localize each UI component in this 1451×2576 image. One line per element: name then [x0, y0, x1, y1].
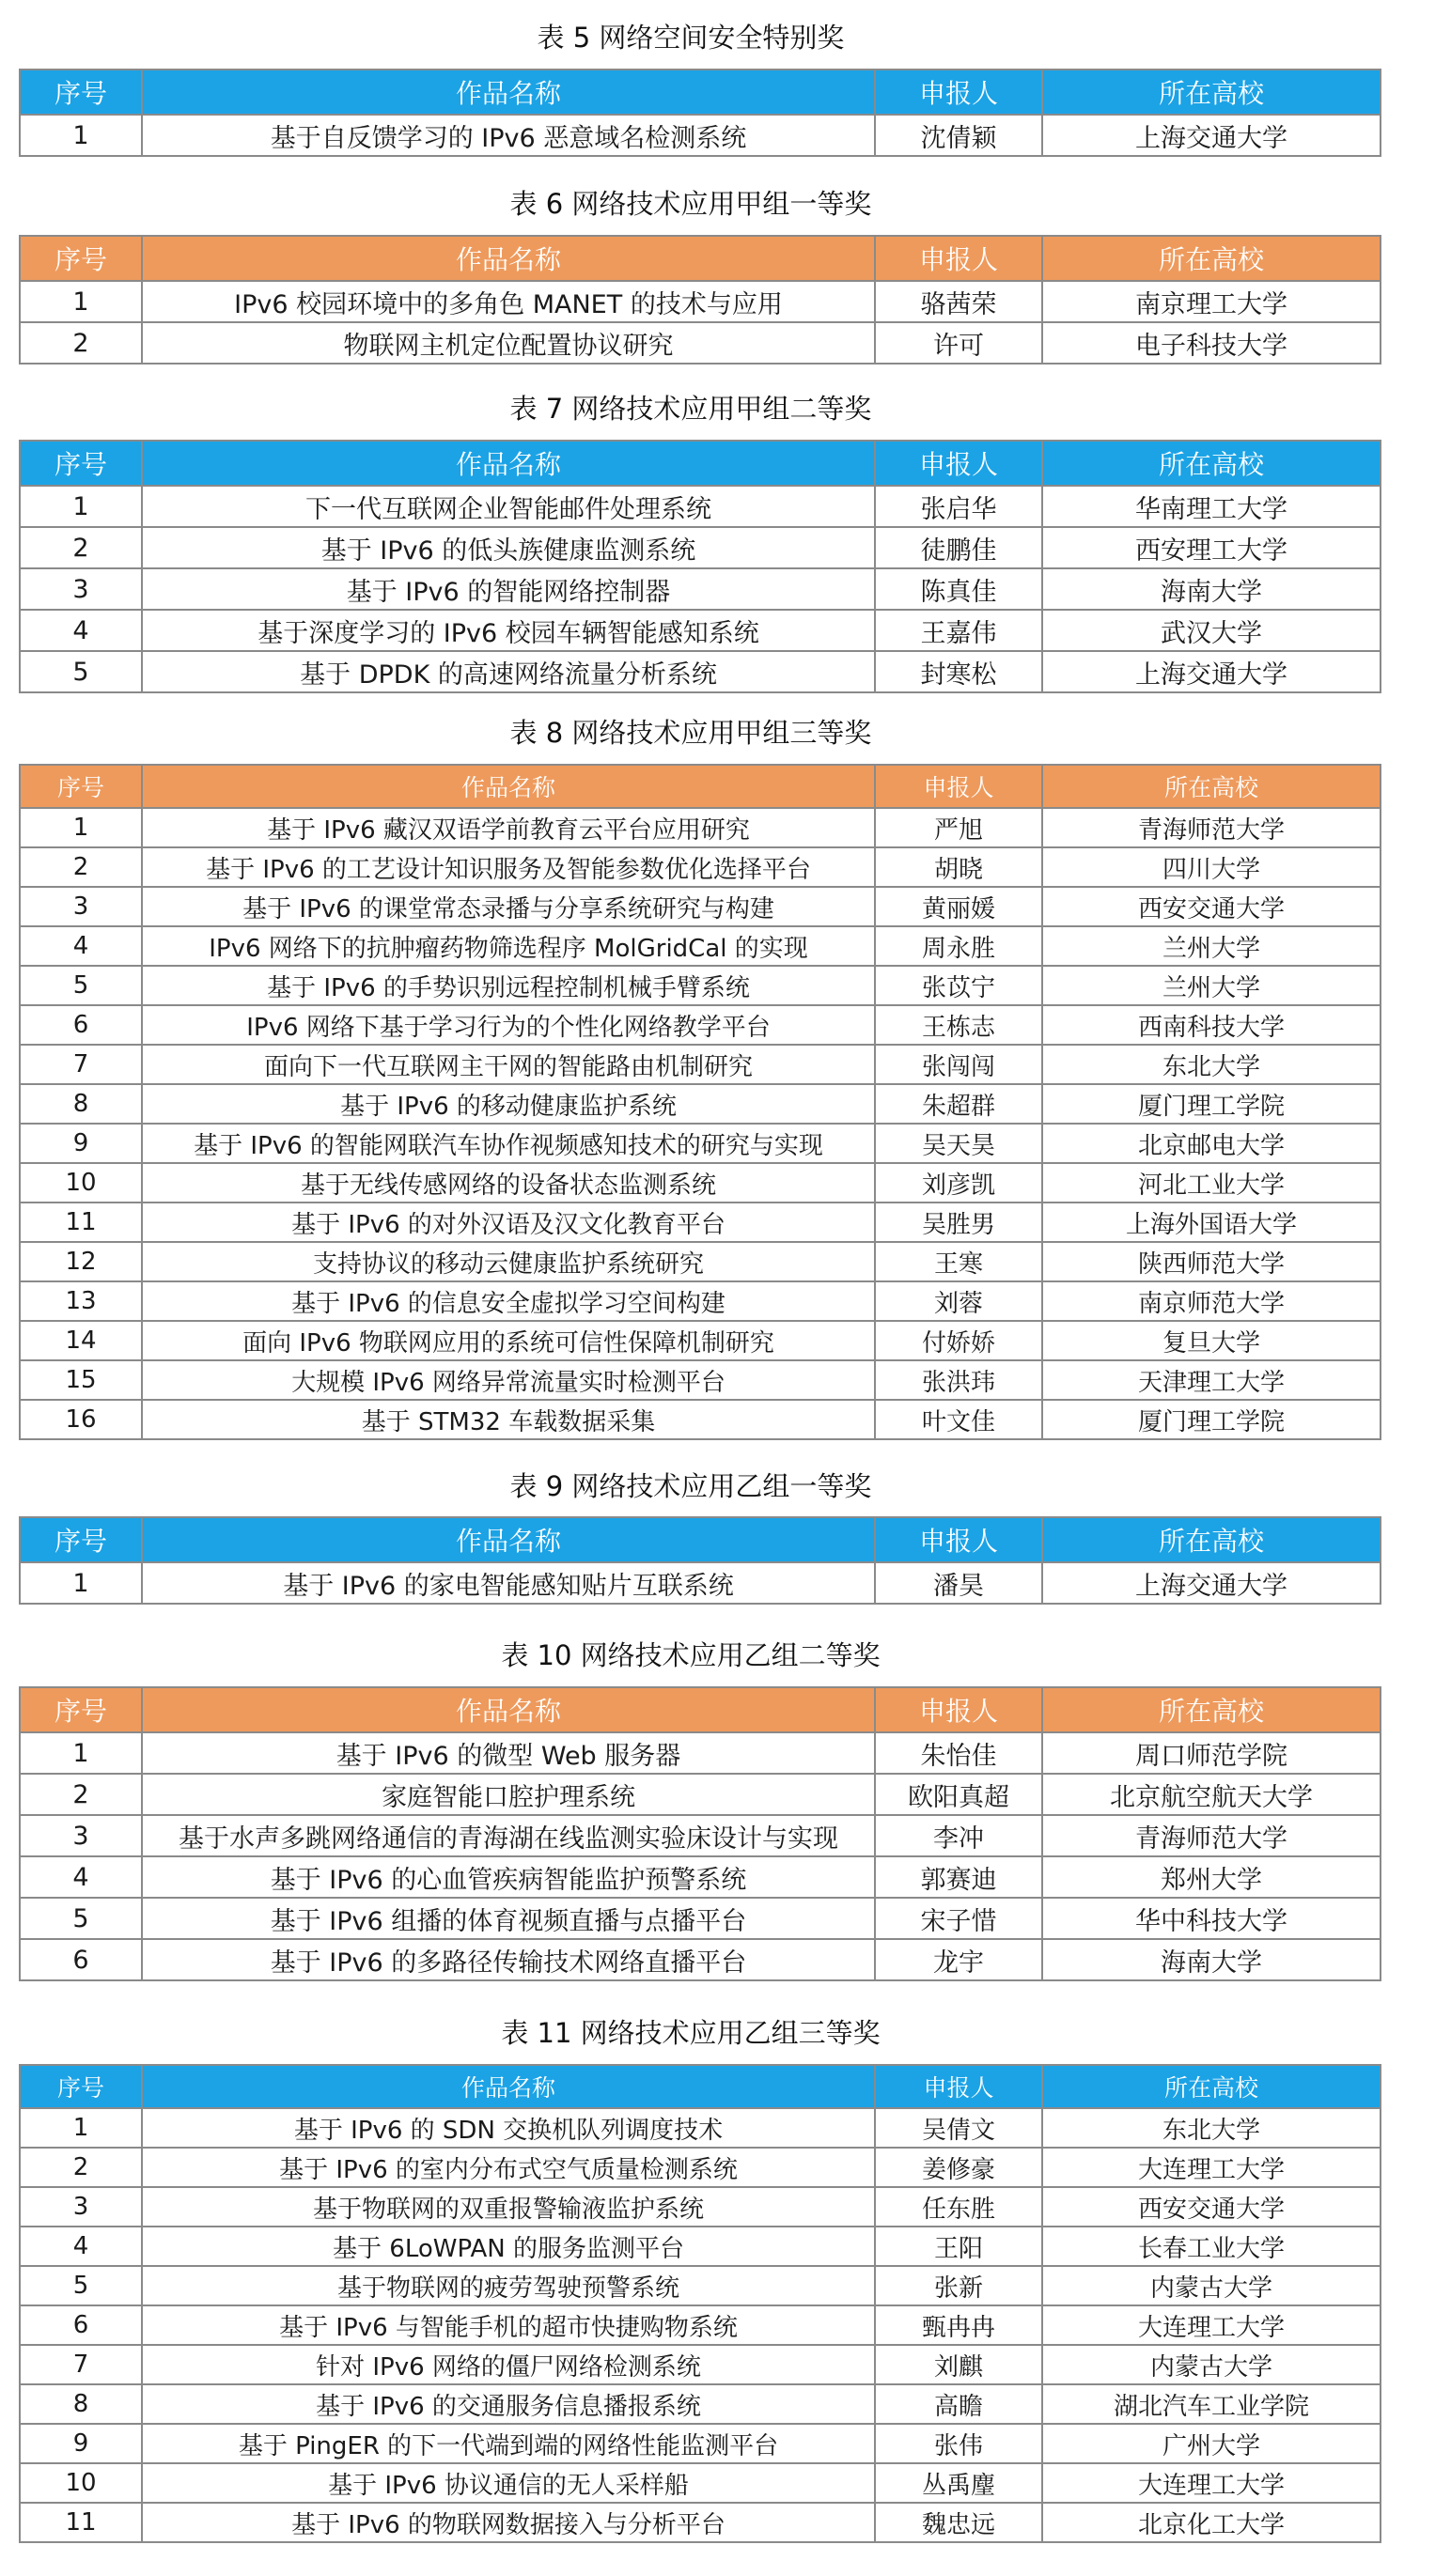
- table-row: [20, 887, 1381, 926]
- row-number: 2: [20, 1774, 142, 1815]
- applicant-name: 龙宇: [875, 1939, 1042, 1980]
- col-header-school: 所在高校: [1042, 70, 1381, 115]
- school-name: 东北大学: [1042, 2108, 1381, 2148]
- school-name: 南京理工大学: [1042, 281, 1381, 322]
- school-name: 河北工业大学: [1042, 1163, 1381, 1203]
- work-title: 基于 IPv6 的对外汉语及汉文化教育平台: [142, 1203, 875, 1242]
- applicant-name: 张伟: [875, 2424, 1042, 2463]
- table-10: [19, 1686, 1381, 1981]
- table-row: [20, 808, 1381, 847]
- table-header-row: [20, 1517, 1381, 1562]
- row-number: 2: [20, 527, 142, 568]
- table-row: [20, 2187, 1381, 2227]
- row-number: 11: [20, 2503, 142, 2542]
- row-number: 1: [20, 808, 142, 847]
- applicant-name: 潘昊: [875, 1562, 1042, 1604]
- school-name: 厦门理工学院: [1042, 1084, 1381, 1124]
- applicant-name: 王栋志: [875, 1005, 1042, 1045]
- school-name: 上海交通大学: [1042, 1562, 1381, 1604]
- table-row: [20, 281, 1381, 322]
- row-number: 3: [20, 568, 142, 610]
- table-6: [19, 235, 1381, 365]
- col-header-school: 所在高校: [1042, 2065, 1381, 2108]
- table-row: [20, 2148, 1381, 2187]
- work-title: 基于物联网的双重报警输液监护系统: [142, 2187, 875, 2227]
- school-name: 四川大学: [1042, 847, 1381, 887]
- table-10-caption: 表 10 网络技术应用乙组二等奖: [501, 1639, 881, 1671]
- table-row: [20, 1732, 1381, 1774]
- col-header-no: 序号: [20, 2065, 142, 2108]
- table-row: [20, 1774, 1381, 1815]
- row-number: 10: [20, 1163, 142, 1203]
- school-name: 北京化工大学: [1042, 2503, 1381, 2542]
- work-title: 基于 PingER 的下一代端到端的网络性能监测平台: [142, 2424, 875, 2463]
- work-title: 基于 IPv6 的信息安全虚拟学习空间构建: [142, 1281, 875, 1321]
- row-number: 8: [20, 2384, 142, 2424]
- table-7: [19, 440, 1381, 693]
- school-name: 北京航空航天大学: [1042, 1774, 1381, 1815]
- work-title: 基于无线传感网络的设备状态监测系统: [142, 1163, 875, 1203]
- applicant-name: 严旭: [875, 808, 1042, 847]
- table-8: [19, 764, 1381, 1440]
- school-name: 大连理工大学: [1042, 2305, 1381, 2345]
- applicant-name: 封寒松: [875, 651, 1042, 692]
- school-name: 北京邮电大学: [1042, 1124, 1381, 1163]
- table-row: [20, 1281, 1381, 1321]
- table-row: [20, 2345, 1381, 2384]
- row-number: 6: [20, 1939, 142, 1980]
- col-header-applicant: 申报人: [875, 1517, 1042, 1562]
- applicant-name: 刘彦凯: [875, 1163, 1042, 1203]
- applicant-name: 丛禹麈: [875, 2463, 1042, 2503]
- col-header-title: 作品名称: [142, 2065, 875, 2108]
- table-row: [20, 1898, 1381, 1939]
- col-header-title: 作品名称: [142, 1687, 875, 1732]
- table-header-row: [20, 236, 1381, 281]
- work-title: 基于 IPv6 的低头族健康监测系统: [142, 527, 875, 568]
- school-name: 复旦大学: [1042, 1321, 1381, 1360]
- col-header-school: 所在高校: [1042, 1687, 1381, 1732]
- table-row: [20, 1360, 1381, 1400]
- row-number: 12: [20, 1242, 142, 1281]
- applicant-name: 叶文佳: [875, 1400, 1042, 1439]
- work-title: 基于物联网的疲劳驾驶预警系统: [142, 2266, 875, 2305]
- table-7-caption: 表 7 网络技术应用甲组二等奖: [509, 393, 872, 425]
- work-title: 基于 6LoWPAN 的服务监测平台: [142, 2227, 875, 2266]
- table-11: [19, 2064, 1381, 2543]
- applicant-name: 黄丽媛: [875, 887, 1042, 926]
- applicant-name: 宋子惜: [875, 1898, 1042, 1939]
- work-title: 下一代互联网企业智能邮件处理系统: [142, 486, 875, 527]
- row-number: 8: [20, 1084, 142, 1124]
- applicant-name: 郭赛迪: [875, 1856, 1042, 1898]
- row-number: 1: [20, 281, 142, 322]
- school-name: 湖北汽车工业学院: [1042, 2384, 1381, 2424]
- row-number: 10: [20, 2463, 142, 2503]
- school-name: 西安理工大学: [1042, 527, 1381, 568]
- school-name: 东北大学: [1042, 1045, 1381, 1084]
- school-name: 厦门理工学院: [1042, 1400, 1381, 1439]
- school-name: 大连理工大学: [1042, 2463, 1381, 2503]
- work-title: 基于 IPv6 组播的体育视频直播与点播平台: [142, 1898, 875, 1939]
- col-header-no: 序号: [20, 1517, 142, 1562]
- table-row: [20, 847, 1381, 887]
- work-title: 支持协议的移动云健康监护系统研究: [142, 1242, 875, 1281]
- col-header-no: 序号: [20, 70, 142, 115]
- col-header-school: 所在高校: [1042, 765, 1381, 808]
- school-name: 上海交通大学: [1042, 115, 1381, 156]
- school-name: 兰州大学: [1042, 926, 1381, 966]
- work-title: 基于 IPv6 的微型 Web 服务器: [142, 1732, 875, 1774]
- row-number: 4: [20, 1856, 142, 1898]
- school-name: 海南大学: [1042, 568, 1381, 610]
- applicant-name: 付娇娇: [875, 1321, 1042, 1360]
- table-header-row: [20, 441, 1381, 486]
- row-number: 3: [20, 2187, 142, 2227]
- table-row: [20, 2108, 1381, 2148]
- row-number: 5: [20, 651, 142, 692]
- work-title: 基于自反馈学习的 IPv6 恶意域名检测系统: [142, 115, 875, 156]
- table-11-caption: 表 11 网络技术应用乙组三等奖: [501, 2017, 881, 2049]
- table-row: [20, 115, 1381, 156]
- applicant-name: 李冲: [875, 1815, 1042, 1856]
- row-number: 2: [20, 322, 142, 364]
- col-header-title: 作品名称: [142, 765, 875, 808]
- school-name: 周口师范学院: [1042, 1732, 1381, 1774]
- col-header-applicant: 申报人: [875, 441, 1042, 486]
- work-title: 基于 STM32 车载数据采集: [142, 1400, 875, 1439]
- col-header-applicant: 申报人: [875, 1687, 1042, 1732]
- table-header-row: [20, 70, 1381, 115]
- table-row: [20, 651, 1381, 692]
- table-row: [20, 1321, 1381, 1360]
- row-number: 6: [20, 2305, 142, 2345]
- table-row: [20, 1005, 1381, 1045]
- table-row: [20, 1400, 1381, 1439]
- row-number: 4: [20, 926, 142, 966]
- applicant-name: 张启华: [875, 486, 1042, 527]
- row-number: 15: [20, 1360, 142, 1400]
- applicant-name: 许可: [875, 322, 1042, 364]
- school-name: 青海师范大学: [1042, 808, 1381, 847]
- applicant-name: 姜修豪: [875, 2148, 1042, 2187]
- school-name: 内蒙古大学: [1042, 2345, 1381, 2384]
- work-title: 基于 IPv6 的室内分布式空气质量检测系统: [142, 2148, 875, 2187]
- school-name: 上海交通大学: [1042, 651, 1381, 692]
- applicant-name: 吴天昊: [875, 1124, 1042, 1163]
- table-row: [20, 1163, 1381, 1203]
- table-row: [20, 1124, 1381, 1163]
- table-row: [20, 568, 1381, 610]
- row-number: 7: [20, 1045, 142, 1084]
- school-name: 电子科技大学: [1042, 322, 1381, 364]
- table-5-caption: 表 5 网络空间安全特别奖: [537, 22, 845, 54]
- col-header-title: 作品名称: [142, 1517, 875, 1562]
- col-header-title: 作品名称: [142, 236, 875, 281]
- applicant-name: 张苡宁: [875, 966, 1042, 1005]
- row-number: 7: [20, 2345, 142, 2384]
- applicant-name: 王寒: [875, 1242, 1042, 1281]
- work-title: 基于 IPv6 协议通信的无人采样船: [142, 2463, 875, 2503]
- row-number: 1: [20, 486, 142, 527]
- school-name: 内蒙古大学: [1042, 2266, 1381, 2305]
- applicant-name: 任东胜: [875, 2187, 1042, 2227]
- col-header-no: 序号: [20, 441, 142, 486]
- table-row: [20, 1242, 1381, 1281]
- work-title: 物联网主机定位配置协议研究: [142, 322, 875, 364]
- school-name: 郑州大学: [1042, 1856, 1381, 1898]
- applicant-name: 张新: [875, 2266, 1042, 2305]
- table-row: [20, 1562, 1381, 1604]
- row-number: 13: [20, 1281, 142, 1321]
- applicant-name: 高瞻: [875, 2384, 1042, 2424]
- table-row: [20, 322, 1381, 364]
- table-row: [20, 2266, 1381, 2305]
- table-row: [20, 486, 1381, 527]
- applicant-name: 刘麒: [875, 2345, 1042, 2384]
- row-number: 11: [20, 1203, 142, 1242]
- work-title: 面向下一代互联网主干网的智能路由机制研究: [142, 1045, 875, 1084]
- row-number: 5: [20, 966, 142, 1005]
- work-title: 基于 IPv6 的交通服务信息播报系统: [142, 2384, 875, 2424]
- row-number: 16: [20, 1400, 142, 1439]
- school-name: 西南科技大学: [1042, 1005, 1381, 1045]
- applicant-name: 朱怡佳: [875, 1732, 1042, 1774]
- applicant-name: 刘蓉: [875, 1281, 1042, 1321]
- applicant-name: 张洪玮: [875, 1360, 1042, 1400]
- school-name: 西安交通大学: [1042, 887, 1381, 926]
- applicant-name: 王阳: [875, 2227, 1042, 2266]
- applicant-name: 徒鹏佳: [875, 527, 1042, 568]
- applicant-name: 吴胜男: [875, 1203, 1042, 1242]
- table-9: [19, 1516, 1381, 1605]
- work-title: IPv6 网络下的抗肿瘤药物筛选程序 MolGridCal 的实现: [142, 926, 875, 966]
- work-title: 基于 IPv6 的心血管疾病智能监护预警系统: [142, 1856, 875, 1898]
- table-row: [20, 2424, 1381, 2463]
- row-number: 4: [20, 2227, 142, 2266]
- applicant-name: 周永胜: [875, 926, 1042, 966]
- work-title: 基于 IPv6 的智能网络控制器: [142, 568, 875, 610]
- row-number: 6: [20, 1005, 142, 1045]
- applicant-name: 骆茜荣: [875, 281, 1042, 322]
- applicant-name: 魏忠远: [875, 2503, 1042, 2542]
- table-row: [20, 1815, 1381, 1856]
- table-row: [20, 2305, 1381, 2345]
- table-header-row: [20, 1687, 1381, 1732]
- table-6-caption: 表 6 网络技术应用甲组一等奖: [509, 188, 872, 220]
- work-title: 基于 IPv6 藏汉双语学前教育云平台应用研究: [142, 808, 875, 847]
- work-title: 面向 IPv6 物联网应用的系统可信性保障机制研究: [142, 1321, 875, 1360]
- row-number: 3: [20, 1815, 142, 1856]
- applicant-name: 朱超群: [875, 1084, 1042, 1124]
- school-name: 长春工业大学: [1042, 2227, 1381, 2266]
- row-number: 2: [20, 847, 142, 887]
- applicant-name: 吴倩文: [875, 2108, 1042, 2148]
- table-8-caption: 表 8 网络技术应用甲组三等奖: [509, 717, 872, 749]
- school-name: 兰州大学: [1042, 966, 1381, 1005]
- school-name: 华南理工大学: [1042, 486, 1381, 527]
- col-header-applicant: 申报人: [875, 236, 1042, 281]
- school-name: 青海师范大学: [1042, 1815, 1381, 1856]
- school-name: 大连理工大学: [1042, 2148, 1381, 2187]
- table-row: [20, 527, 1381, 568]
- col-header-applicant: 申报人: [875, 765, 1042, 808]
- table-row: [20, 2227, 1381, 2266]
- row-number: 2: [20, 2148, 142, 2187]
- work-title: 基于 IPv6 的 SDN 交换机队列调度技术: [142, 2108, 875, 2148]
- work-title: 基于水声多跳网络通信的青海湖在线监测实验床设计与实现: [142, 1815, 875, 1856]
- table-row: [20, 1939, 1381, 1980]
- table-row: [20, 1203, 1381, 1242]
- table-row: [20, 2503, 1381, 2542]
- applicant-name: 王嘉伟: [875, 610, 1042, 651]
- school-name: 华中科技大学: [1042, 1898, 1381, 1939]
- applicant-name: 胡晓: [875, 847, 1042, 887]
- table-row: [20, 926, 1381, 966]
- school-name: 西安交通大学: [1042, 2187, 1381, 2227]
- work-title: 基于 IPv6 的物联网数据接入与分析平台: [142, 2503, 875, 2542]
- row-number: 14: [20, 1321, 142, 1360]
- table-row: [20, 610, 1381, 651]
- table-9-caption: 表 9 网络技术应用乙组一等奖: [509, 1470, 872, 1502]
- table-row: [20, 1045, 1381, 1084]
- work-title: 基于 IPv6 的课堂常态录播与分享系统研究与构建: [142, 887, 875, 926]
- school-name: 武汉大学: [1042, 610, 1381, 651]
- applicant-name: 张闯闯: [875, 1045, 1042, 1084]
- table-row: [20, 1856, 1381, 1898]
- work-title: 基于 IPv6 的移动健康监护系统: [142, 1084, 875, 1124]
- col-header-title: 作品名称: [142, 441, 875, 486]
- work-title: 基于 IPv6 与智能手机的超市快捷购物系统: [142, 2305, 875, 2345]
- col-header-title: 作品名称: [142, 70, 875, 115]
- work-title: IPv6 网络下基于学习行为的个性化网络教学平台: [142, 1005, 875, 1045]
- work-title: IPv6 校园环境中的多角色 MANET 的技术与应用: [142, 281, 875, 322]
- row-number: 9: [20, 1124, 142, 1163]
- applicant-name: 欧阳真超: [875, 1774, 1042, 1815]
- col-header-applicant: 申报人: [875, 70, 1042, 115]
- table-header-row: [20, 765, 1381, 808]
- row-number: 5: [20, 2266, 142, 2305]
- row-number: 1: [20, 1562, 142, 1604]
- col-header-no: 序号: [20, 765, 142, 808]
- school-name: 天津理工大学: [1042, 1360, 1381, 1400]
- row-number: 1: [20, 1732, 142, 1774]
- work-title: 大规模 IPv6 网络异常流量实时检测平台: [142, 1360, 875, 1400]
- row-number: 5: [20, 1898, 142, 1939]
- col-header-school: 所在高校: [1042, 1517, 1381, 1562]
- row-number: 1: [20, 2108, 142, 2148]
- col-header-no: 序号: [20, 1687, 142, 1732]
- col-header-school: 所在高校: [1042, 441, 1381, 486]
- work-title: 基于 IPv6 的工艺设计知识服务及智能参数优化选择平台: [142, 847, 875, 887]
- work-title: 基于 IPv6 的智能网联汽车协作视频感知技术的研究与实现: [142, 1124, 875, 1163]
- applicant-name: 陈真佳: [875, 568, 1042, 610]
- work-title: 基于 IPv6 的家电智能感知贴片互联系统: [142, 1562, 875, 1604]
- col-header-school: 所在高校: [1042, 236, 1381, 281]
- col-header-applicant: 申报人: [875, 2065, 1042, 2108]
- col-header-no: 序号: [20, 236, 142, 281]
- school-name: 陕西师范大学: [1042, 1242, 1381, 1281]
- work-title: 基于 DPDK 的高速网络流量分析系统: [142, 651, 875, 692]
- row-number: 9: [20, 2424, 142, 2463]
- school-name: 海南大学: [1042, 1939, 1381, 1980]
- work-title: 基于 IPv6 的多路径传输技术网络直播平台: [142, 1939, 875, 1980]
- table-5: [19, 69, 1381, 157]
- work-title: 基于 IPv6 的手势识别远程控制机械手臂系统: [142, 966, 875, 1005]
- work-title: 针对 IPv6 网络的僵尸网络检测系统: [142, 2345, 875, 2384]
- work-title: 基于深度学习的 IPv6 校园车辆智能感知系统: [142, 610, 875, 651]
- school-name: 广州大学: [1042, 2424, 1381, 2463]
- applicant-name: 甄冉冉: [875, 2305, 1042, 2345]
- table-header-row: [20, 2065, 1381, 2108]
- table-row: [20, 2384, 1381, 2424]
- table-row: [20, 1084, 1381, 1124]
- work-title: 家庭智能口腔护理系统: [142, 1774, 875, 1815]
- row-number: 4: [20, 610, 142, 651]
- school-name: 上海外国语大学: [1042, 1203, 1381, 1242]
- row-number: 3: [20, 887, 142, 926]
- table-row: [20, 2463, 1381, 2503]
- applicant-name: 沈倩颖: [875, 115, 1042, 156]
- table-row: [20, 966, 1381, 1005]
- row-number: 1: [20, 115, 142, 156]
- school-name: 南京师范大学: [1042, 1281, 1381, 1321]
